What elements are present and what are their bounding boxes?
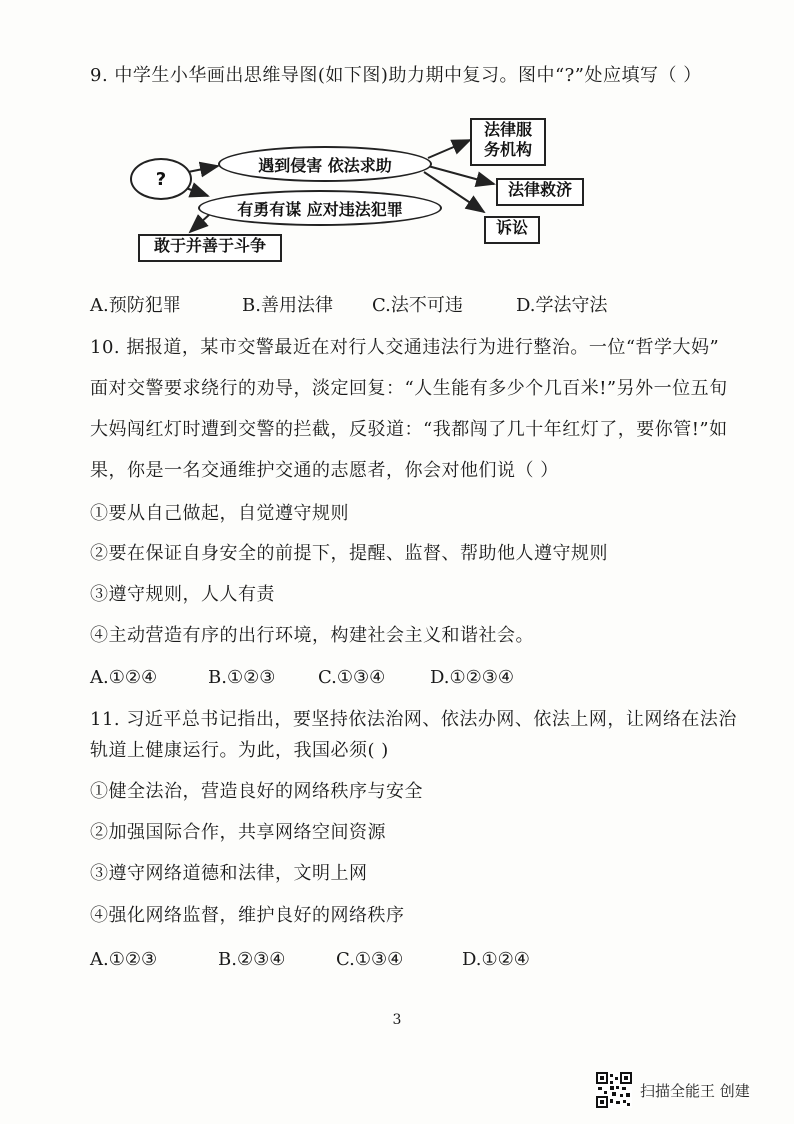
- q11-item-2: ②加强国际合作，共享网络空间资源: [90, 822, 386, 843]
- q11-item-1: ①健全法治，营造良好的网络秩序与安全: [90, 781, 423, 802]
- q9-option-a: A.预防犯罪: [90, 295, 181, 316]
- q11-line-2: 轨道上健康运行。为此，我国必须( ): [90, 740, 389, 761]
- diagram-oval-seek-help: 遇到侵害 依法求助: [218, 146, 432, 182]
- diagram-box-legal-aid: 法律救济: [496, 178, 584, 206]
- q10-line-2: 面对交警要求绕行的劝导，淡定回复：“人生能有多少个几百米!”另外一位五旬: [90, 378, 728, 399]
- q9-option-d: D.学法守法: [516, 295, 608, 316]
- diagram-box-litigation: 诉讼: [484, 216, 540, 244]
- q11-option-b: B.②③④: [218, 949, 286, 970]
- diagram-box-legal-service-line1: 法律服: [483, 120, 532, 139]
- q10-option-d: D.①②③④: [430, 667, 515, 688]
- scanner-app-credit: 扫描全能王 创建: [640, 1082, 750, 1100]
- q11-option-c: C.①③④: [336, 949, 404, 970]
- diagram-box-legal-service-line2: 务机构: [483, 140, 532, 159]
- q10-option-b: B.①②③: [208, 667, 276, 688]
- q10-option-a: A.①②④: [90, 667, 158, 688]
- q11-item-4: ④强化网络监督，维护良好的网络秩序: [90, 905, 405, 926]
- arrow-top-to-service: [428, 140, 470, 158]
- diagram-oval-respond-crime: 有勇有谋 应对违法犯罪: [198, 190, 442, 226]
- q11-option-d: D.①②④: [462, 949, 530, 970]
- q10-line-4: 果，你是一名交通维护交通的志愿者，你会对他们说（ ）: [90, 460, 559, 481]
- page-number: 3: [392, 1012, 402, 1028]
- q11-item-3: ③遵守网络道德和法律，文明上网: [90, 863, 368, 884]
- diagram-center-node: ?: [130, 158, 192, 200]
- q11-line-1: 11. 习近平总书记指出，要坚持依法治网、依法办网、依法上网，让网络在法治: [90, 709, 737, 730]
- q9-stem: 9. 中学生小华画出思维导图(如下图)助力期中复习。图中“?”处应填写（ ）: [90, 65, 702, 86]
- arrow-center-to-bottom: [186, 188, 208, 196]
- q10-line-1: 10. 据报道，某市交警最近在对行人交通违法行为进行整治。一位“哲学大妈”: [90, 337, 720, 358]
- q10-item-3: ③遵守规则，人人有责: [90, 584, 275, 605]
- q10-item-2: ②要在保证自身安全的前提下，提醒、监督、帮助他人遵守规则: [90, 543, 608, 564]
- diagram-box-legal-service: [470, 118, 546, 166]
- q10-option-c: C.①③④: [318, 667, 386, 688]
- q10-item-1: ①要从自己做起，自觉遵守规则: [90, 503, 349, 524]
- arrow-bottom-to-courage: [190, 214, 210, 232]
- mind-map-diagram: [120, 110, 600, 270]
- scanner-watermark: [596, 1072, 776, 1112]
- q9-option-c: C.法不可违: [372, 295, 463, 316]
- arrow-center-to-top: [188, 166, 218, 172]
- qr-code-icon: [596, 1072, 632, 1108]
- q10-line-3: 大妈闯红灯时遭到交警的拦截，反驳道：“我都闯了几十年红灯了，要你管!”如: [90, 419, 728, 440]
- q10-item-4: ④主动营造有序的出行环境，构建社会主义和谐社会。: [90, 625, 534, 646]
- q11-option-a: A.①②③: [90, 949, 158, 970]
- q9-option-b: B.善用法律: [242, 295, 333, 316]
- diagram-box-courage: 敢于并善于斗争: [138, 234, 282, 262]
